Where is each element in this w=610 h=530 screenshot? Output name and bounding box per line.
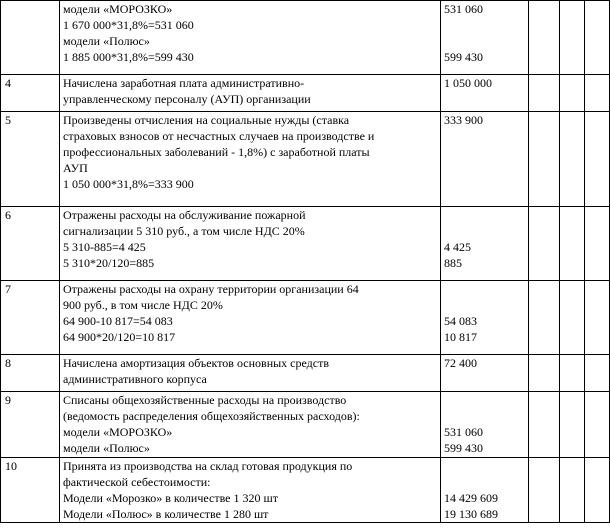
empty-cell [529, 355, 560, 392]
amount-cell [441, 112, 529, 207]
empty-cell [585, 1, 610, 75]
amount-line: 333 900 [444, 113, 483, 127]
row-number-cell [1, 1, 60, 75]
amount-spacer [444, 297, 525, 313]
operations-table-body [1, 1, 610, 523]
description-cell [60, 1, 441, 75]
empty-cell [529, 75, 560, 112]
empty-cell [529, 458, 560, 523]
empty-cell [529, 207, 560, 281]
description-line: 900 руб., в том числе НДС 20% [63, 298, 223, 312]
description-line: АУП [63, 161, 88, 175]
empty-cell [585, 281, 610, 355]
empty-cell [585, 458, 610, 523]
empty-cell [560, 207, 585, 281]
empty-cell [529, 392, 560, 458]
description-cell [60, 207, 441, 281]
empty-cell [560, 458, 585, 523]
amount-cell [441, 1, 529, 75]
amount-spacer [444, 474, 525, 490]
amount-spacer [444, 33, 525, 49]
empty-cell [560, 392, 585, 458]
amount-cell [441, 458, 529, 523]
amount-line: 14 429 609 [444, 491, 498, 505]
description-cell [60, 112, 441, 207]
empty-cell [560, 1, 585, 75]
amount-line: 599 430 [444, 441, 483, 455]
description-line: модели «Полюс» [63, 34, 150, 48]
description-line: управленческому персоналу (АУП) организации [63, 92, 311, 106]
amount-line: 599 430 [444, 50, 483, 64]
row-number-cell: 9 [1, 392, 60, 458]
row-number-cell: 4 [1, 75, 60, 112]
description-line: 1 050 000*31,8%=333 900 [63, 177, 194, 191]
table-row [1, 207, 610, 281]
table-row [1, 75, 610, 112]
amount-spacer [444, 223, 525, 239]
row-number-cell: 10 [1, 458, 60, 523]
amount-spacer [444, 392, 525, 408]
description-cell [60, 281, 441, 355]
amount-cell [441, 355, 529, 392]
table-row [1, 355, 610, 392]
empty-cell [560, 281, 585, 355]
amount-line: 531 060 [444, 2, 483, 16]
description-line: административного корпуса [63, 372, 207, 386]
description-line: Начислена заработная плата административно- [63, 76, 305, 90]
amount-spacer [444, 458, 525, 474]
description-line: Отражены расходы на охрану территории организации 64 [63, 282, 359, 296]
description-line: Модели «Морозко» в количестве 1 320 шт [63, 491, 278, 505]
empty-cell [560, 355, 585, 392]
description-line: модели «МОРОЗКО» [63, 2, 173, 16]
description-line: Списаны общехозяйственные расходы на производство [63, 393, 347, 407]
description-line: 1 885 000*31,8%=599 430 [63, 50, 194, 64]
amount-cell [441, 75, 529, 112]
amount-line: 54 083 [444, 314, 477, 328]
table-row [1, 458, 610, 523]
description-line: модели «Полюс» [63, 441, 150, 455]
amount-cell [441, 281, 529, 355]
description-cell [60, 392, 441, 458]
description-line: Произведены отчисления на социальные нужды (ставка [63, 113, 350, 127]
table-row [1, 112, 610, 207]
amount-spacer [444, 17, 525, 33]
table-row [1, 392, 610, 458]
empty-cell [560, 112, 585, 207]
description-line: 64 900-10 817=54 083 [63, 314, 173, 328]
amount-cell [441, 207, 529, 281]
row-number-cell: 7 [1, 281, 60, 355]
table-row [1, 1, 610, 75]
table-row [1, 281, 610, 355]
description-line: фактической себестоимости: [63, 475, 211, 489]
description-line: профессиональных заболеваний - 1,8%) с заработной платы [63, 145, 370, 159]
description-line: Принята из производства на склад готовая продукция по [63, 459, 353, 473]
row-number-cell: 6 [1, 207, 60, 281]
amount-line: 10 817 [444, 330, 477, 344]
amount-spacer [444, 207, 525, 223]
empty-cell [585, 392, 610, 458]
empty-cell [529, 281, 560, 355]
amount-line: 885 [444, 256, 462, 270]
description-line: сигнализации 5 310 руб., а том числе НДС 20% [63, 224, 305, 238]
empty-cell [585, 355, 610, 392]
description-line: 1 670 000*31,8%=531 060 [63, 18, 194, 32]
description-cell [60, 458, 441, 523]
empty-cell [585, 112, 610, 207]
description-line: 5 310-885=4 425 [63, 240, 146, 254]
empty-cell [585, 75, 610, 112]
description-line: (ведомость распределения общехозяйственных расходов): [63, 409, 360, 423]
description-line: Модели «Полюс» в количестве 1 280 шт [63, 507, 269, 521]
description-line: модели «МОРОЗКО» [63, 425, 173, 439]
amount-line: 531 060 [444, 425, 483, 439]
amount-line: 1 050 000 [444, 76, 492, 90]
description-cell [60, 75, 441, 112]
amount-line: 19 130 689 [444, 507, 498, 521]
description-line: 64 900*20/120=10 817 [63, 330, 176, 344]
empty-cell [529, 1, 560, 75]
row-number-cell: 8 [1, 355, 60, 392]
description-line: Начислена амортизация объектов основных средств [63, 356, 330, 370]
amount-spacer [444, 408, 525, 424]
description-cell [60, 355, 441, 392]
amount-line: 72 400 [444, 356, 477, 370]
description-line: 5 310*20/120=885 [63, 256, 155, 270]
row-number-cell: 5 [1, 112, 60, 207]
amount-spacer [444, 281, 525, 297]
amount-line: 4 425 [444, 240, 471, 254]
description-line: Отражены расходы на обслуживание пожарной [63, 208, 306, 222]
empty-cell [585, 207, 610, 281]
description-line: страховых взносов от несчастных случаев на производстве и [63, 129, 375, 143]
empty-cell [529, 112, 560, 207]
amount-cell [441, 392, 529, 458]
empty-cell [560, 75, 585, 112]
